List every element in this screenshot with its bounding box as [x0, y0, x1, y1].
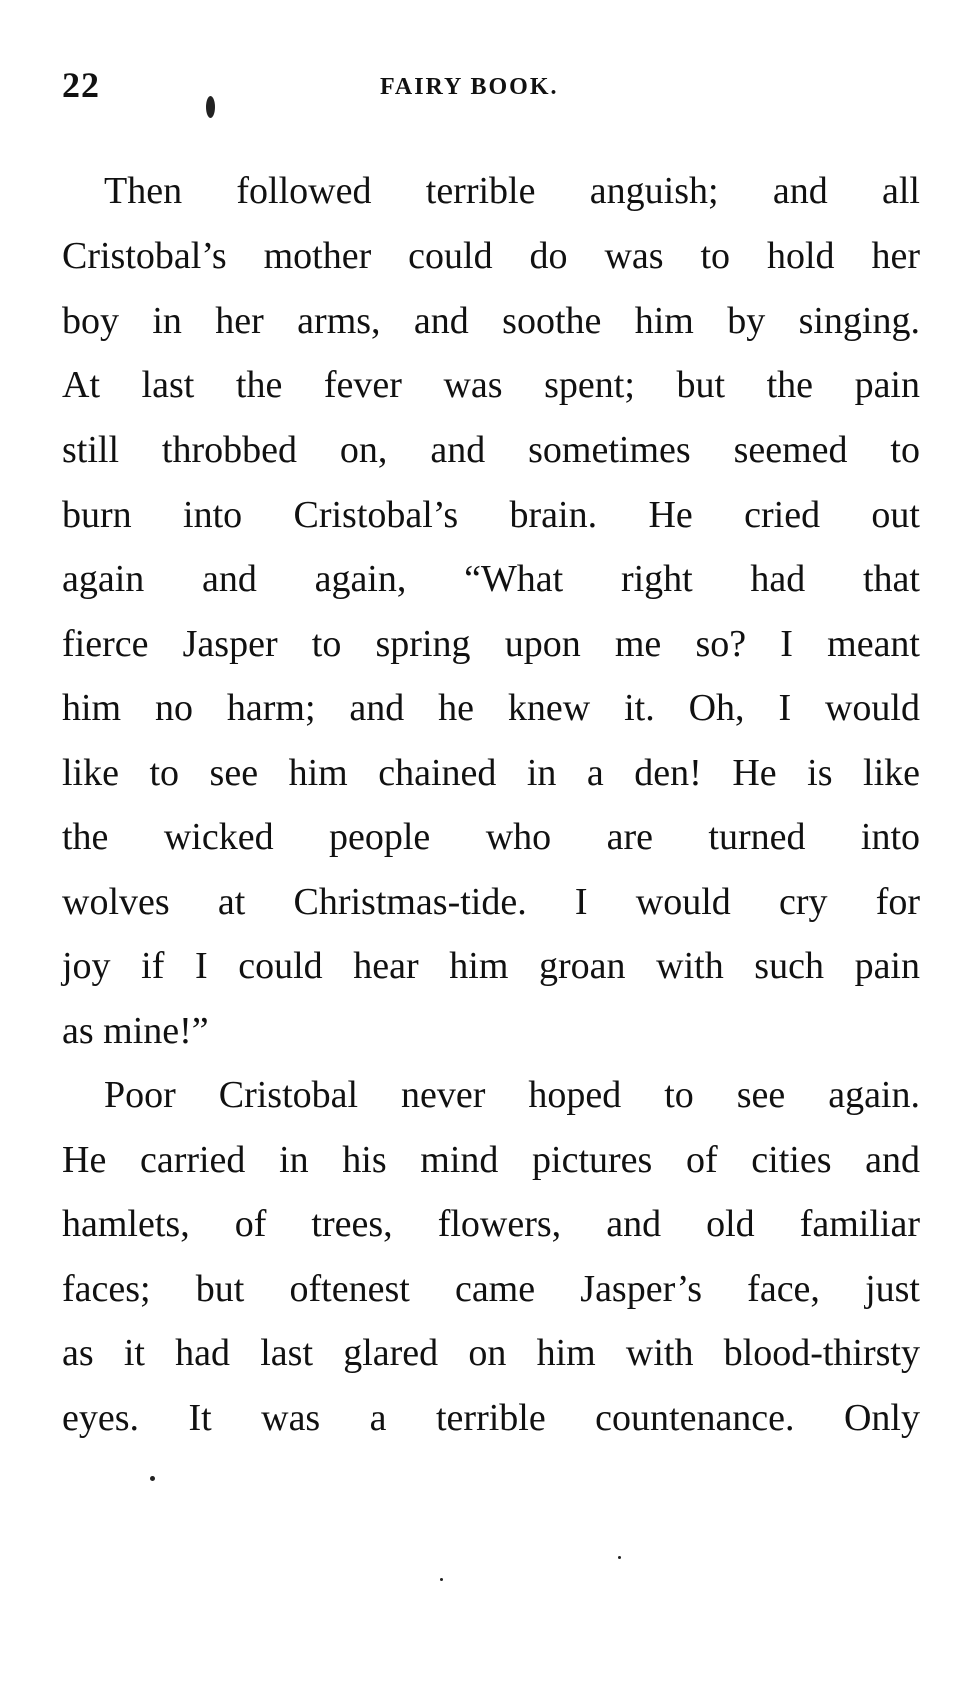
text-line: boy in her arms, and soothe him by singing.	[62, 300, 920, 342]
text-line: burn into Cristobal’s brain. He cried out	[62, 494, 920, 536]
text-line: fierce Jasper to spring upon me so? I meant	[62, 623, 920, 665]
text-line: him no harm; and he knew it. Oh, I would	[62, 687, 920, 729]
ink-speck	[150, 1476, 155, 1481]
text-line: like to see him chained in a den! He is like	[62, 752, 920, 794]
ink-speck	[206, 96, 215, 118]
text-line: still throbbed on, and sometimes seemed to	[62, 429, 920, 471]
ink-speck	[618, 1556, 621, 1559]
text-line: the wicked people who are turned into	[62, 816, 920, 858]
text-line: He carried in his mind pictures of cities and	[62, 1139, 920, 1181]
text-line: hamlets, of trees, flowers, and old familiar	[62, 1203, 920, 1245]
text-line: Then followed terrible anguish; and all	[104, 170, 920, 212]
text-line: wolves at Christmas-tide. I would cry for	[62, 881, 920, 923]
running-head: FAIRY BOOK.	[380, 74, 559, 100]
text-line: faces; but oftenest came Jasper’s face, just	[62, 1268, 920, 1310]
text-line: Poor Cristobal never hoped to see again.	[104, 1074, 920, 1116]
ink-speck	[440, 1578, 443, 1581]
text-line: eyes. It was a terrible countenance. Only	[62, 1397, 920, 1439]
text-line: Cristobal’s mother could do was to hold her	[62, 235, 920, 277]
text-line: At last the fever was spent; but the pain	[62, 364, 920, 406]
text-line: joy if I could hear him groan with such pain	[62, 945, 920, 987]
text-line: again and again, “What right had that	[62, 558, 920, 600]
text-line: as mine!”	[62, 1010, 209, 1052]
page-number: 22	[62, 65, 100, 105]
text-line: as it had last glared on him with blood-thirsty	[62, 1332, 920, 1374]
